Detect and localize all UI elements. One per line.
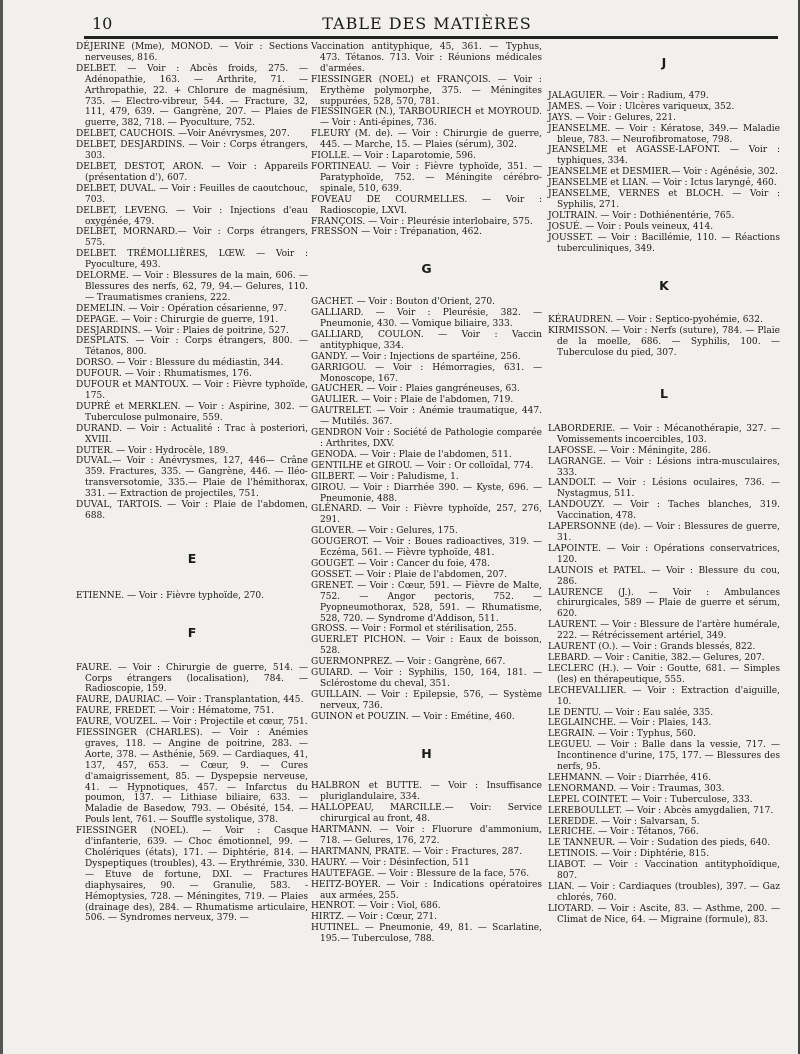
index-entry: HARTMANN, PRATE. — Voir : Fractures, 287. [311, 846, 523, 857]
index-entry: GENODA. — Voir : Plaie de l'abdomen, 511. [311, 449, 512, 460]
index-entry: LEREBOULLET. — Voir : Abcès amygdalien, 717. [548, 805, 774, 816]
index-entry: LEPEL COINTET. — Voir : Tuberculose, 333. [548, 794, 753, 805]
index-entry: FIOLLE. — Voir : Laparotomie, 596. [311, 151, 476, 162]
index-entry: KÉRAUDREN. — Voir : Septico-pyohémie, 632. [548, 315, 763, 326]
index-entry: HAURY. — Voir : Désinfection, 511 [311, 857, 470, 868]
index-entry: ETIENNE. — Voir : Fièvre typhoïde, 270. [76, 590, 265, 601]
index-entry: FAURE, DAURIAC. — Voir : Transplantation, 445. [76, 695, 304, 706]
index-entry: LAURENT (O.). — Voir : Grands blessés, 822. [548, 642, 756, 653]
index-entry: LABORDERIE. — Voir : Mécanothérapie, 327. — Vomissements incoercibles, 103. [548, 423, 780, 445]
index-entry: JEANSELME et DESMIER.— Voir : Agénésie, 302. [548, 167, 779, 178]
index-entry: DELORME. — Voir : Blessures de la main, 606. — Blessures des nerfs, 62, 79, 94.— Gelures, 110. — Traumatismes craniens, 222. [76, 271, 308, 303]
index-column-left [76, 42, 308, 924]
index-entry: HUTINEL. — Pneumonie, 49, 81. — Scarlatine, 195.— Tuberculose, 788. [311, 923, 542, 945]
index-entry: LIOTARD. — Voir : Ascite, 83. — Asthme, 200. — Climat de Nice, 64. — Migraine (formule), 83. [548, 903, 780, 925]
index-entry: JALAGUIER. — Voir : Radium, 479. [548, 90, 709, 101]
index-entry: LAFOSSE. — Voir : Méningite, 286. [548, 445, 711, 456]
index-entry: FORTINEAU. — Voir : Fièvre typhoïde, 351. — Paratyphoïde, 752. — Méningite cérébro-spinale, 510, 639. [311, 161, 542, 194]
index-entry: GILBERT. — Voir : Paludisme, 1. [311, 471, 459, 482]
index-entry: LEGRAIN. — Voir : Typhus, 560. [548, 729, 697, 740]
index-entry: HALBRON et BUTTE. — Voir : Insuffisance pluriglandulaire, 334. [311, 781, 542, 803]
index-entry: LEBARD. — Voir : Canitie, 382.— Gelures, 207. [548, 652, 765, 663]
index-entry: DUVAL, TARTOIS. — Voir : Plaie de l'abdomen, 688. [76, 500, 308, 521]
index-entry: FAURE, VOUZEL. — Voir : Projectile et cœur, 751. [76, 717, 308, 728]
index-entry: LIABOT. — Voir : Vaccination antityphoïdique, 807. [548, 860, 780, 882]
index-entry: LANDOLT. — Voir : Lésions oculaires, 736. — Nystagmus, 511. [548, 478, 780, 500]
index-entry: GRENET. — Voir : Cœur, 591. — Fièvre de Malte, 752. — Angor pectoris, 752. — Pyopneumothorax, 528, 591. — Rhumatisme, 528, 720. — Syndrome d'Addison, 511. [311, 580, 542, 624]
index-entry: FAURE, FREDET. — Voir : Hématome, 751. [76, 706, 275, 717]
index-entry: GALLIARD. — Voir : Pleurésie, 382. — Pneumonie, 430. — Vomique biliaire, 333. [311, 308, 542, 330]
index-entry: HEITZ-BOYER. — Voir : Indications opératoires aux armées, 255. [311, 879, 542, 901]
index-entry: LERICHE. — Voir : Tétanos, 766. [548, 827, 699, 838]
index-entry: GOUGET. — Voir : Cancer du foie, 478. [311, 558, 490, 569]
index-entry: GAULIER. — Voir : Plaie de l'abdomen, 719. [311, 395, 514, 406]
section-letter-e: E [187, 550, 197, 566]
index-entry: DELBET, LEVENG. — Voir : Injections d'eau oxygénée, 479. [76, 205, 308, 227]
section-letter-f: F [187, 624, 197, 640]
index-entry: DEMELIN. — Voir : Opération césarienne, 97. [76, 303, 287, 314]
index-entry: DELBET, DUVAL. — Voir : Feuilles de caoutchouc, 703. [76, 183, 308, 205]
index-entry: FIESSINGER (NOEL) et FRANÇOIS. — Voir : Erythème polymorphe, 375. — Méningites suppurées, 528, 570, 781. [311, 74, 542, 107]
index-entry: LANDOUZY. — Voir : Taches blanches, 319. Vaccination, 478. [548, 500, 780, 522]
index-entry: FOVEAU DE COURMELLES. — Voir : Radioscopie, LXVI. [311, 194, 542, 216]
index-entry: Vaccination antityphique, 45, 361. — Typhus, 473. Tétanos. 713. Voir : Réunions médicales d'armées. [311, 42, 542, 74]
index-entry: LETINOIS. — Voir : Diphtérie, 815. [548, 849, 710, 860]
page-edge-shadow [0, 0, 3, 1054]
index-entry: JEANSELME et AGASSE-LAFONT. — Voir : typhiques, 334. [548, 145, 780, 167]
index-entry: DELBET, DESJARDINS. — Voir : Corps étrangers, 303. [76, 140, 308, 162]
index-entry: LAUNOIS et PATEL. — Voir : Blessure du cou, 286. [548, 565, 780, 587]
section-letter-j: J [661, 55, 667, 70]
index-entry: GUILLAIN. — Voir : Epilepsie, 576, — Système nerveux, 736. [311, 689, 542, 711]
header-rule [84, 36, 778, 39]
index-entry: KIRMISSON. — Voir : Nerfs (suture), 784. — Plaie de la moelle, 686. — Syphilis, 100. — Tuberculose du pied, 307. [548, 326, 780, 359]
index-entry: LECLERC (H.). — Voir : Goutte, 681. — Simples (les) en thérapeutique, 555. [548, 663, 780, 685]
index-entry: DUTER. — Voir : Hydrocèle, 189. [76, 445, 229, 456]
index-entry: DELBET. — Voir : Abcès froids, 275. — Adénopathie, 163. — Arthrite, 71. — Arthropathie, 22. + Chlorure de magnésium, 735. — Electro-vibreur, 544. — Fracture, 32, 111, 479, 639. — Gangrène, 207. — Plaies de guerre, 382, 718. — Pyoculture, 752. [76, 63, 308, 129]
index-entry: DELBET. TRÉMOLLIÈRES, LŒW. — Voir : Pyoculture, 493. [76, 249, 308, 271]
index-entry: GAUTRELET. — Voir : Anémie traumatique, 447. — Mutilés. 367. [311, 406, 542, 428]
index-entry: GOUGEROT. — Voir : Boues radioactives, 319. — Eczéma, 561. — Fièvre typhoïde, 481. [311, 537, 542, 559]
index-entry: LEGLAINCHE. — Voir : Plaies, 143. [548, 718, 712, 729]
index-entry: DÉJERINE (Mme), MONOD. — Voir : Sections nerveuses, 816. [76, 42, 308, 63]
index-entry: GALLIARD, COULON. — Voir : Vaccin antityphique, 334. [311, 329, 542, 351]
index-entry: LE DENTU. — Voir : Eau salée, 335. [548, 707, 714, 718]
index-entry: FIESSINGER (N.), TARBOURIECH et MOYROUD. — Voir : Anti-épines, 736. [311, 107, 542, 129]
section-letter-k: K [659, 277, 669, 293]
index-entry: HARTMANN. — Voir : Fluorure d'ammonium, 718. — Gelures, 176, 272. [311, 825, 542, 846]
index-entry: GUIARD. — Voir : Syphilis, 150, 164, 181. — Sclérostome du cheval, 351. [311, 668, 542, 689]
index-entry: LAGRANGE. — Voir : Lésions intra-musculaires, 333. [548, 456, 780, 478]
index-entry: FIESSINGER (CHARLES). — Voir : Anémies graves, 118. — Angine de poitrine, 283. — Aorte, 378. — Asthénie, 569. — Cardiaques, 41, 137, 457, 653. — Cœur, 9. — Cures d'amaigrissement, 85. — Dyspepsie nerveuse, 41. — Hypnotiques, 457. — Infarctus du poumon, 137. — Lithiase biliaire, 633. — Maladie de Basedow, 793. — Obésité, 154. — Pouls lent, 761. — Souffle systolique, 378. [76, 728, 308, 826]
index-entry: HALLOPEAU, MARCILLE.— Voir: Service chirurgical au front, 48. [311, 803, 542, 825]
index-entry: GLOVER. — Voir : Gelures, 175. [311, 526, 458, 537]
index-entry: DUFOUR et MANTOUX. — Voir : Fièvre typhoïde, 175. [76, 380, 308, 401]
index-entry: FIESSINGER (NOEL). — Voir : Casque d'infanterie, 639. — Choc émotionnel, 99. — Cholériques (états), 171. — Diphtérie, 814. — Dyspeptiques (troubles), 43. — Erythrémie, 330. — Etuve de fortune, DXI. — Fractures diaphysaires, 90. — Granulie, 583. - Hémoptysies, 728. — Méningites, 719. — Plaies (drainage des), 284. — Rhumatisme articulaire, 506. — Syndromes nerveux, 379. — [76, 826, 308, 924]
index-entry: LENORMAND. — Voir : Traumas, 303. [548, 783, 725, 794]
index-entry: GANDY. — Voir : Injections de spartéine, 256. [311, 351, 521, 362]
index-entry: LIAN. — Voir : Cardiaques (troubles), 397. — Gaz chlorés, 760. [548, 882, 780, 903]
section-letter-h: H [421, 745, 432, 761]
index-entry: GIROU. — Voir : Diarrhée 390. — Kyste, 696. — Pneumonie, 488. [311, 482, 542, 504]
index-entry: JEANSELME. — Voir : Kératose, 349.— Maladie bleue, 783. — Neurofibromatose, 798. [548, 123, 780, 145]
index-entry: GACHET. — Voir : Bouton d'Orient, 270. [311, 297, 496, 308]
index-entry: DESPLATS. — Voir : Corps étrangers, 800. — Tétanos, 800. [76, 336, 308, 358]
index-entry: GLÉNARD. — Voir : Fièvre typhoïde, 257, 276, 291. [311, 504, 542, 526]
index-entry: GENDRON Voir : Société de Pathologie comparée : Arthrites, DXV. [311, 428, 542, 449]
index-entry: JEANSELME et LIAN. — Voir : Ictus laryngé, 460. [548, 178, 777, 189]
index-entry: DELBET, MORNARD.— Voir : Corps étrangers, 575. [76, 227, 308, 249]
index-entry: DELBET, DESTOT, ARON. — Voir : Appareils (présentation d'), 607. [76, 161, 308, 183]
index-entry: LEHMANN. — Voir : Diarrhée, 416. [548, 772, 712, 783]
index-entry: DUPRÉ et MERKLEN. — Voir : Aspirine, 302. — Tuberculose pulmonaire, 559. [76, 401, 308, 423]
index-entry: JAMES. — Voir : Ulcères variqueux, 352. [548, 101, 735, 112]
index-entry: DEPAGE. — Voir : Chirurgie de guerre, 191. [76, 314, 279, 325]
index-entry: JOLTRAIN. — Voir : Dothiénentérie, 765. [548, 210, 735, 221]
index-entry: GENTILHE et GIROU. — Voir : Or colloïdal, 774. [311, 460, 534, 471]
index-entry: LECHEVALLIER. — Voir : Extraction d'aiguille, 10. [548, 685, 780, 707]
index-entry: DUVAL.— Voir : Anévrysmes, 127, 446— Crâne 359. Fractures, 335. — Gangrène, 446. — Iléo-transversotomie, 335.— Plaie de l'hémithorax, 331. — Extraction de projectiles, 751. [76, 456, 308, 500]
index-entry: JEANSELME, VERNES et BLOCH. — Voir : Syphilis, 271. [548, 189, 780, 210]
index-entry: GUINON et POUZIN. — Voir : Emétine, 460. [311, 711, 515, 722]
index-column-right [548, 42, 780, 926]
index-entry: JOSUÉ. — Voir : Pouls veineux, 414. [548, 221, 714, 232]
index-entry: GUERLET PICHON. — Voir : Eaux de boisson, 528. [311, 635, 542, 657]
index-entry: LAPOINTE. — Voir : Opérations conservatrices, 120. [548, 543, 780, 565]
page-number: 10 [92, 14, 113, 33]
index-column-middle [311, 42, 542, 945]
index-entry: FRANÇOIS. — Voir : Pleurésie interlobaire, 575. [311, 216, 533, 227]
index-entry: GARRIGOU. — Voir : Hémorragies, 631. — Monoscope, 167. [311, 362, 542, 384]
index-entry: DUFOUR. — Voir : Rhumatismes, 176. [76, 369, 252, 380]
running-title: TABLE DES MATIÈRES [322, 14, 532, 33]
index-entry: FAURE. — Voir : Chirurgie de guerre, 514. — Corps étrangers (localisation), 784. — Radioscopie, 159. [76, 662, 308, 695]
index-entry: LAPERSONNE (de). — Voir : Blessures de guerre, 31. [548, 522, 780, 543]
index-entry: HIRTZ. — Voir : Cœur, 271. [311, 912, 438, 923]
index-entry: DESJARDINS. — Voir : Plaies de poitrine, 527. [76, 325, 289, 336]
index-entry: LE TANNEUR. — Voir : Sudation des pieds, 640. [548, 838, 771, 849]
index-entry: DURAND. — Voir : Actualité : Trac à posteriori, XVIII. [76, 423, 308, 445]
index-entry: DELBET, CAUCHOIS. —Voir Anévrysmes, 207. [76, 129, 290, 140]
index-entry: FLEURY (M. de). — Voir : Chirurgie de guerre, 445. — Marche, 15. — Plaies (sérum), 302. [311, 129, 542, 151]
index-entry: DORSO. — Voir : Blessure du médiastin, 344. [76, 358, 284, 369]
index-entry: HAUTEFAGE. — Voir : Blessure de la face, 576. [311, 868, 530, 879]
index-entry: JOUSSET. — Voir : Bacillémie, 110. — Réactions tuberculiniques, 349. [548, 232, 780, 254]
index-entry: LEGUEU. — Voir : Balle dans la vessie, 717. — Incontinence d'urine, 175, 177. — Blessures des nerfs, 95. [548, 740, 780, 773]
section-letter-g: G [421, 261, 432, 277]
index-entry: LAURENT. — Voir : Blessure de l'artère humérale, 222. — Rétrécissement artériel, 349. [548, 620, 780, 642]
index-entry: JAYS. — Voir : Gelures, 221. [548, 112, 676, 123]
section-letter-l: L [660, 386, 668, 402]
index-entry: LAURENCE (J.). — Voir : Ambulances chirurgicales, 589 — Plaie de guerre et sérum, 620. [548, 587, 780, 620]
index-entry: FRESSON — Voir : Trépanation, 462. [311, 227, 483, 238]
index-entry: GOSSET. — Voir : Plaie de l'abdomen, 207. [311, 569, 508, 580]
index-entry: GROSS. — Voir : Formol et stérilisation, 255. [311, 624, 517, 635]
index-entry: HENROT. — Voir : Viol, 686. [311, 901, 441, 912]
index-entry: GAUCHER. — Voir : Plaies gangréneuses, 63. [311, 384, 520, 395]
index-entry: GUERMONPREZ. — Voir : Gangrène, 667. [311, 657, 506, 668]
index-entry: LEREDDE. — Voir : Salvarsan, 5. [548, 816, 700, 827]
